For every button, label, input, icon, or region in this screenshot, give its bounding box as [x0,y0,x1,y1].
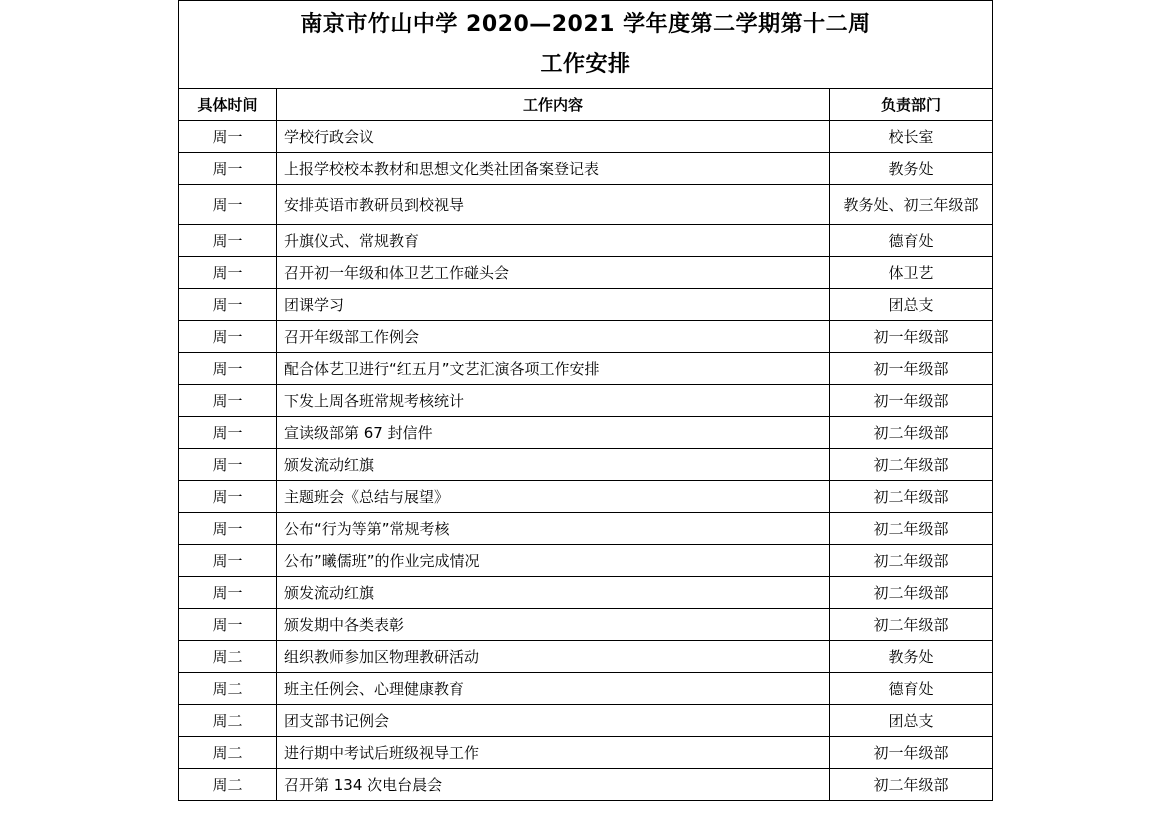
dept-cell: 团总支 [830,705,993,737]
day-cell: 周二 [179,769,277,801]
day-cell: 周一 [179,513,277,545]
table-row [179,385,993,417]
day-cell: 周一 [179,385,277,417]
dept-cell: 团总支 [830,289,993,321]
table-row [179,321,993,353]
dept-cell: 校长室 [830,121,993,153]
content-cell: 颁发期中各类表彰 [277,609,830,641]
dept-cell: 初二年级部 [830,513,993,545]
table-row [179,225,993,257]
dept-cell: 初一年级部 [830,385,993,417]
dept-cell: 初一年级部 [830,321,993,353]
header-dept: 负责部门 [830,89,993,121]
day-cell: 周一 [179,545,277,577]
dept-cell: 教务处、初三年级部 [830,185,993,225]
table-row [179,769,993,801]
content-cell: 升旗仪式、常规教育 [277,225,830,257]
day-cell: 周二 [179,673,277,705]
table-row [179,513,993,545]
content-cell: 学校行政会议 [277,121,830,153]
day-cell: 周二 [179,641,277,673]
day-cell: 周一 [179,449,277,481]
dept-cell: 初二年级部 [830,481,993,513]
content-cell: 颁发流动红旗 [277,577,830,609]
header-time: 具体时间 [179,89,277,121]
day-cell: 周一 [179,121,277,153]
content-cell: 颁发流动红旗 [277,449,830,481]
table-row [179,417,993,449]
content-cell: 宣读级部第 67 封信件 [277,417,830,449]
day-cell: 周一 [179,417,277,449]
title-row [179,1,993,89]
content-cell: 公布“行为等第”常规考核 [277,513,830,545]
document-title: 南京市竹山中学 2020—2021 学年度第二学期第十二周 [300,11,871,37]
table-row [179,185,993,225]
table-row [179,737,993,769]
day-cell: 周一 [179,185,277,225]
content-cell: 班主任例会、心理健康教育 [277,673,830,705]
day-cell: 周一 [179,153,277,185]
content-cell: 召开第 134 次电台晨会 [277,769,830,801]
day-cell: 周一 [179,609,277,641]
header-content: 工作内容 [277,89,830,121]
table-row [179,289,993,321]
dept-cell: 初二年级部 [830,417,993,449]
dept-cell: 教务处 [830,153,993,185]
dept-cell: 初一年级部 [830,353,993,385]
content-cell: 进行期中考试后班级视导工作 [277,737,830,769]
day-cell: 周一 [179,321,277,353]
table-row [179,449,993,481]
content-cell: 安排英语市教研员到校视导 [277,185,830,225]
schedule-document [178,0,992,801]
content-cell: 团课学习 [277,289,830,321]
day-cell: 周一 [179,577,277,609]
content-cell: 上报学校校本教材和思想文化类社团备案登记表 [277,153,830,185]
content-cell: 主题班会《总结与展望》 [277,481,830,513]
day-cell: 周一 [179,257,277,289]
dept-cell: 教务处 [830,641,993,673]
dept-cell: 体卫艺 [830,257,993,289]
day-cell: 周二 [179,705,277,737]
dept-cell: 初一年级部 [830,737,993,769]
content-cell: 召开年级部工作例会 [277,321,830,353]
day-cell: 周一 [179,353,277,385]
table-row [179,153,993,185]
dept-cell: 初二年级部 [830,449,993,481]
day-cell: 周二 [179,737,277,769]
table-row [179,545,993,577]
dept-cell: 初二年级部 [830,577,993,609]
table-row [179,705,993,737]
day-cell: 周一 [179,481,277,513]
dept-cell: 初二年级部 [830,545,993,577]
table-row [179,121,993,153]
content-cell: 配合体艺卫进行“红五月”文艺汇演各项工作安排 [277,353,830,385]
dept-cell: 德育处 [830,673,993,705]
table-row [179,577,993,609]
day-cell: 周一 [179,289,277,321]
schedule-table [178,0,993,801]
title-cell [179,1,993,89]
table-row [179,353,993,385]
table-row [179,609,993,641]
content-cell: 团支部书记例会 [277,705,830,737]
header-row [179,89,993,121]
content-cell: 组织教师参加区物理教研活动 [277,641,830,673]
content-cell: 公布”曦儒班”的作业完成情况 [277,545,830,577]
table-row [179,641,993,673]
content-cell: 下发上周各班常规考核统计 [277,385,830,417]
dept-cell: 初二年级部 [830,609,993,641]
table-row [179,673,993,705]
table-row [179,481,993,513]
content-cell: 召开初一年级和体卫艺工作碰头会 [277,257,830,289]
dept-cell: 德育处 [830,225,993,257]
day-cell: 周一 [179,225,277,257]
document-subtitle: 工作安排 [540,51,631,77]
dept-cell: 初二年级部 [830,769,993,801]
table-row [179,257,993,289]
